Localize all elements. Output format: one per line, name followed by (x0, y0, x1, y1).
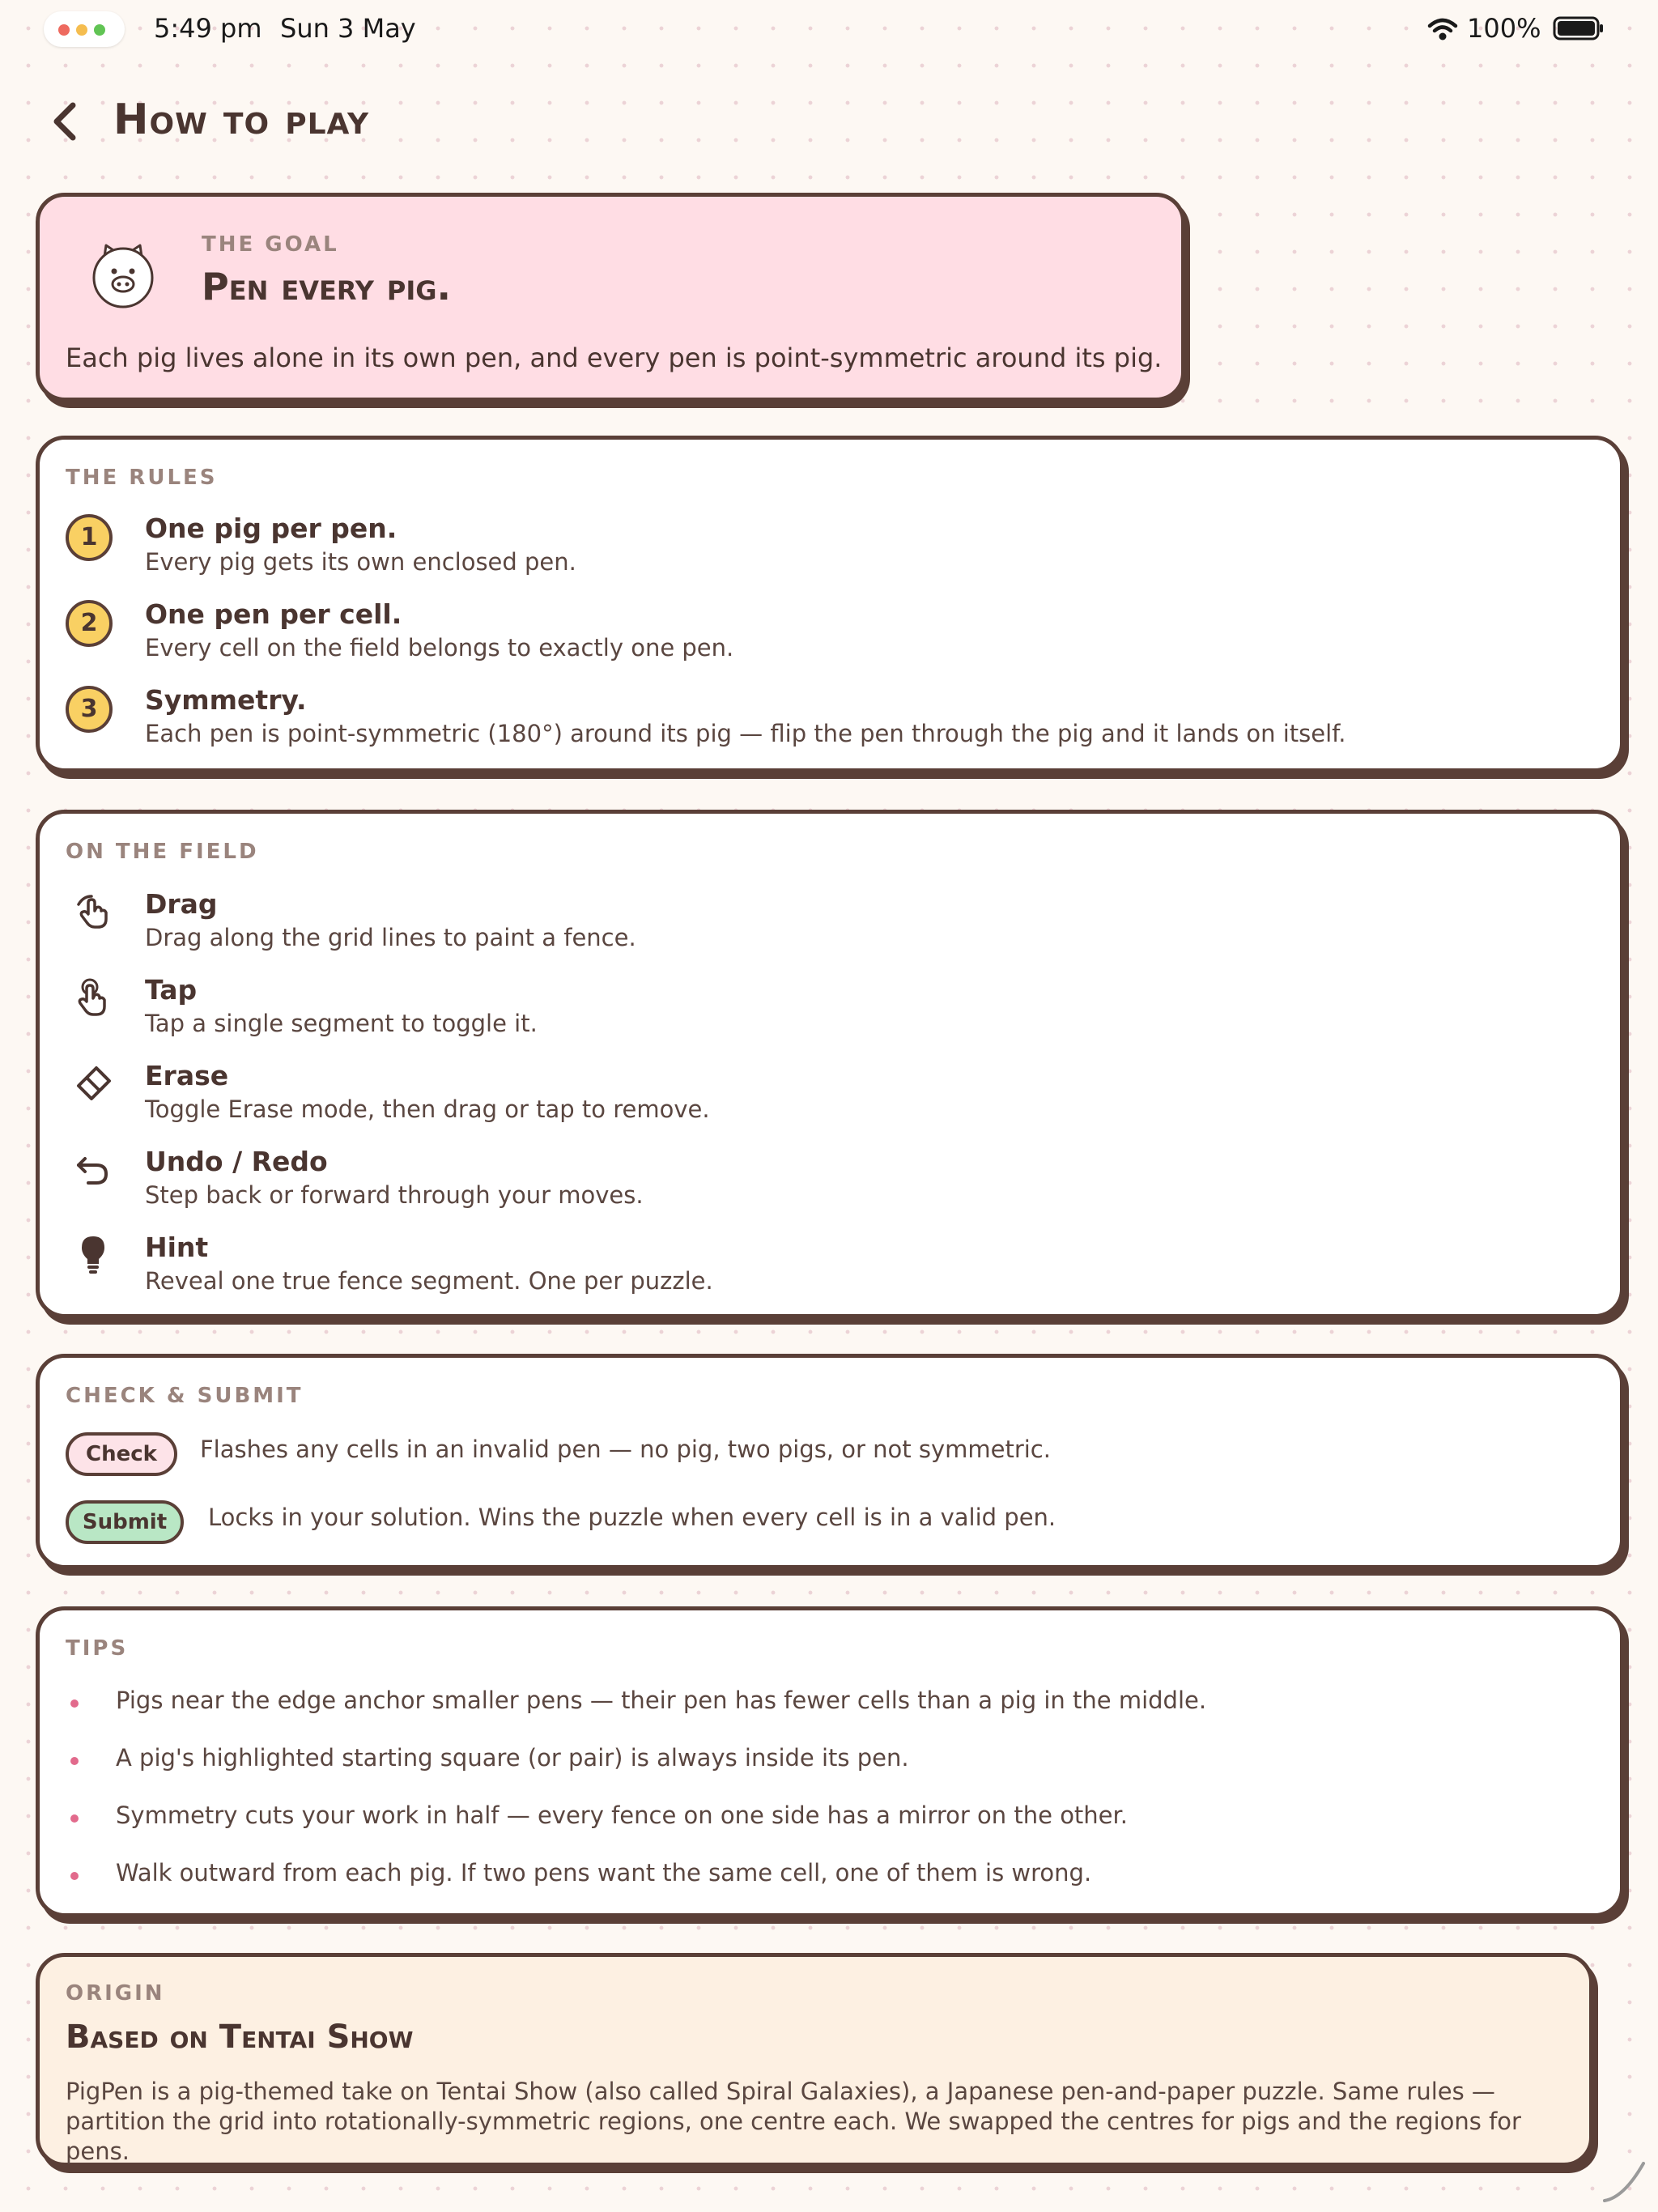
status-date: Sun 3 May (280, 13, 416, 44)
control-title: Hint (145, 1231, 209, 1263)
bullet-icon (70, 1814, 79, 1823)
drag-hand-icon (72, 890, 114, 932)
close-window-icon[interactable] (58, 24, 70, 36)
undo-icon (72, 1147, 114, 1189)
tips-section-label: TIPS (66, 1636, 129, 1661)
submit-button[interactable]: Submit (66, 1500, 184, 1544)
wifi-icon (1426, 16, 1459, 42)
zoom-window-icon[interactable] (94, 24, 105, 36)
origin-card (36, 1953, 1593, 2167)
goal-card (36, 193, 1185, 402)
tap-hand-icon (72, 976, 114, 1018)
eraser-icon (72, 1061, 114, 1104)
origin-section-label: ORIGIN (66, 1981, 165, 2006)
resize-handle-icon[interactable] (1600, 2157, 1648, 2206)
control-description: Toggle Erase mode, then drag or tap to remove. (145, 1095, 710, 1123)
rule-number-badge: 1 (66, 514, 113, 561)
submit-description: Locks in your solution. Wins the puzzle when every cell is in a valid pen. (208, 1504, 1056, 1531)
bullet-icon (70, 1699, 79, 1708)
back-button[interactable] (47, 97, 83, 146)
goal-section-label: THE GOAL (202, 232, 339, 257)
control-title: Tap (145, 974, 198, 1006)
goal-description: Each pig lives alone in its own pen, and every pen is point-symmetric around its pig. (66, 342, 1163, 373)
rules-card (36, 436, 1624, 772)
tip-item: Pigs near the edge anchor smaller pens — their pen has fewer cells than a pig in the middle. (116, 1687, 1207, 1714)
bullet-icon (70, 1872, 79, 1880)
rule-number-badge: 2 (66, 600, 113, 647)
pig-icon (87, 239, 159, 312)
rule-description: Every pig gets its own enclosed pen. (145, 548, 576, 576)
rule-title: One pig per pen. (145, 513, 397, 544)
tip-item: A pig's highlighted starting square (or pair) is always inside its pen. (116, 1744, 909, 1772)
check-submit-card (36, 1354, 1624, 1569)
rule-description: Every cell on the field belongs to exactly one pen. (145, 634, 734, 661)
minimize-window-icon[interactable] (76, 24, 87, 36)
rule-title: One pen per cell. (145, 598, 402, 630)
rule-number-badge: 3 (66, 686, 113, 733)
check-submit-section-label: CHECK & SUBMIT (66, 1384, 304, 1408)
check-description: Flashes any cells in an invalid pen — no pig, two pigs, or not symmetric. (200, 1436, 1051, 1463)
rules-section-label: THE RULES (66, 466, 218, 490)
page-title: How to play (113, 96, 370, 144)
origin-description: PigPen is a pig-themed take on Tentai Show (also called Spiral Galaxies), a Japanese pen-and-paper puzzle. Same rules — partition the grid into rotationally-symmetric regions, one centre each. We swapped the centres for pigs and the regions for pens. (66, 2078, 1521, 2165)
control-title: Undo / Redo (145, 1146, 328, 1177)
goal-headline: Pen every pig. (202, 265, 452, 308)
control-description: Step back or forward through your moves. (145, 1181, 644, 1209)
field-controls-card (36, 810, 1624, 1318)
battery-icon (1553, 16, 1605, 40)
control-title: Erase (145, 1060, 229, 1091)
tip-item: Symmetry cuts your work in half — every fence on one side has a mirror on the other. (116, 1802, 1129, 1829)
rule-description: Each pen is point-symmetric (180°) around its pig — flip the pen through the pig and it lands on itself. (145, 720, 1346, 747)
field-section-label: ON THE FIELD (66, 840, 259, 864)
control-description: Drag along the grid lines to paint a fence. (145, 924, 636, 951)
chevron-left-icon (57, 105, 73, 138)
window-controls[interactable] (44, 11, 125, 47)
tip-item: Walk outward from each pig. If two pens want the same cell, one of them is wrong. (116, 1859, 1092, 1887)
control-description: Tap a single segment to toggle it. (145, 1010, 538, 1037)
lightbulb-icon (72, 1233, 114, 1275)
status-bar (0, 0, 1658, 58)
control-description: Reveal one true fence segment. One per puzzle. (145, 1267, 713, 1295)
origin-title: Based on Tentai Show (66, 2018, 414, 2056)
bullet-icon (70, 1757, 79, 1765)
rule-title: Symmetry. (145, 684, 307, 716)
check-button[interactable]: Check (66, 1432, 177, 1476)
battery-percentage: 100% (1467, 13, 1541, 44)
control-title: Drag (145, 888, 218, 920)
tips-card (36, 1606, 1624, 1917)
status-time: 5:49 pm (154, 13, 262, 44)
